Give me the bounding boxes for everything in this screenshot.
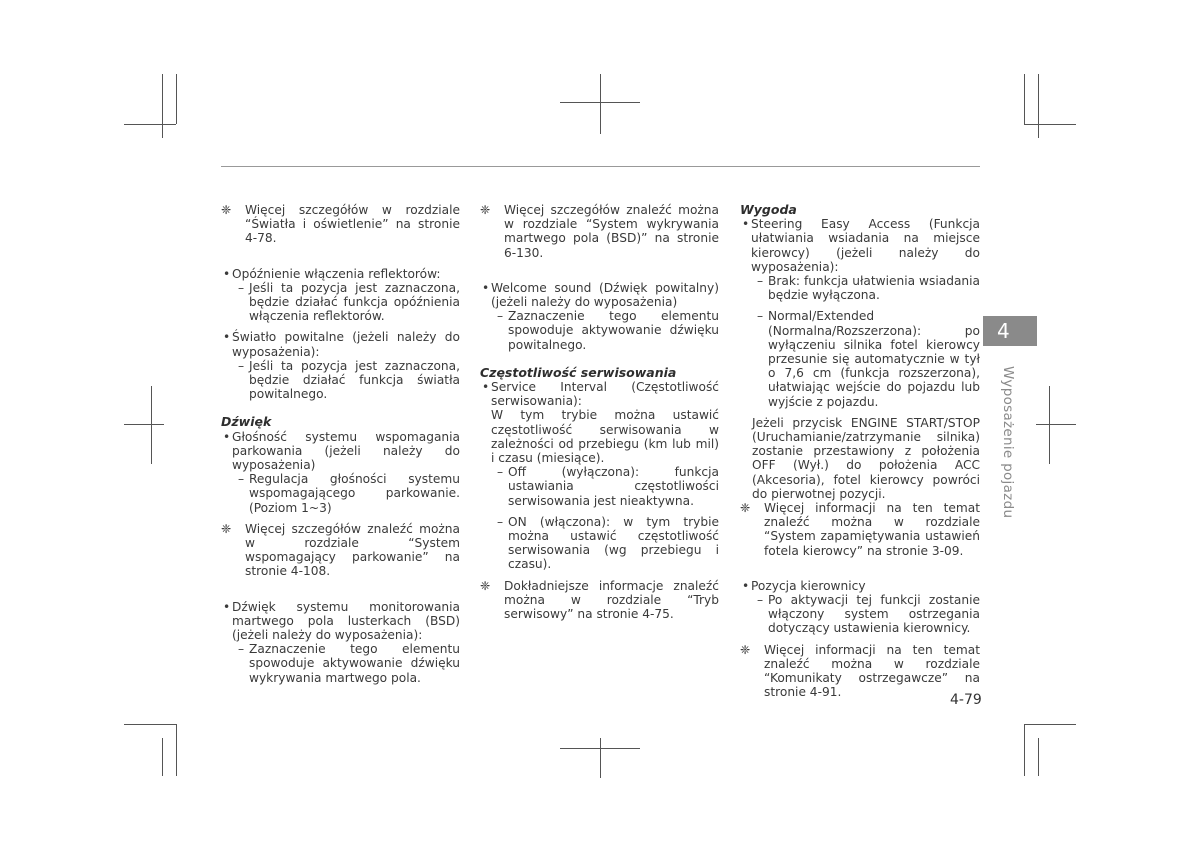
crop-mark-line: [124, 424, 164, 425]
page-number: 4-79: [950, 692, 982, 708]
note-text: Więcej szczegółów znaleźć można w rozdziale “System wykrywania martwego pola (BSD)” na stronie 6-130.: [504, 203, 719, 260]
dash-text: Zaznaczenie tego elementu spowoduje aktywowanie dźwięku wykrywania martwego pola.: [249, 642, 460, 685]
chapter-title: Wyposażenie pojazdu: [1000, 366, 1016, 519]
dash-text: Zaznaczenie tego elementu spowoduje aktywowanie dźwięku powitalnego.: [508, 309, 719, 352]
dash-text: Brak: funkcja ułatwienia wsiadania będzie wyłączona.: [768, 274, 980, 303]
dash-icon: –: [238, 358, 245, 373]
crop-mark-line: [151, 386, 152, 464]
crop-mark-line: [1024, 724, 1076, 725]
dash-text: Jeśli ta pozycja jest zaznaczona, będzie działać funkcja światła powitalnego.: [249, 358, 460, 402]
bullet-icon: •: [482, 280, 490, 295]
dash-item: [221, 359, 460, 402]
note-icon: ❈: [480, 578, 491, 593]
column-1: [221, 203, 460, 685]
crop-mark-line: [1049, 386, 1050, 464]
crop-mark-line: [162, 74, 163, 138]
note-icon: ❈: [480, 203, 491, 217]
crop-mark-line: [124, 124, 176, 125]
dash-icon: –: [238, 472, 245, 487]
dash-item: [480, 465, 719, 508]
column-2: [480, 203, 719, 621]
bullet-item: [221, 430, 460, 473]
bullet-text: Opóźnienie włączenia reflektorów:: [232, 266, 441, 281]
note-text: Więcej informacji na ten temat znaleźć można w rozdziale “Komunikaty ostrzegawcze” na stronie 4-91.: [764, 642, 980, 700]
crop-mark-line: [1036, 424, 1076, 425]
note-icon: ❈: [221, 521, 232, 536]
crop-mark-line: [1038, 74, 1039, 138]
bullet-icon: •: [482, 380, 490, 395]
dash-item: [221, 472, 460, 515]
note-item: [480, 579, 719, 622]
dash-item: [480, 515, 719, 572]
dash-item: [221, 281, 460, 324]
section-heading: Dźwięk: [221, 414, 272, 430]
note-item: [740, 643, 980, 700]
dash-icon: –: [497, 465, 504, 480]
section-heading: Wygoda: [740, 202, 797, 217]
bullet-text: Głośność systemu wspomagania parkowania (jeżeli należy do wyposażenia): [232, 429, 460, 473]
dash-text: Jeśli ta pozycja jest zaznaczona, będzie działać funkcja opóźnienia włączenia reflektorów.: [249, 280, 460, 324]
bullet-item: [480, 380, 719, 408]
note-text: Więcej szczegółów znaleźć można w rozdziale “System wspomagający parkowanie” na stronie 4-108.: [245, 521, 460, 579]
section-heading: Częstotliwość serwisowania: [480, 364, 677, 380]
bullet-icon: •: [223, 330, 231, 345]
note-item: [221, 203, 460, 246]
dash-icon: –: [757, 593, 764, 608]
dash-icon: –: [757, 274, 764, 289]
crop-mark-line: [124, 724, 176, 725]
note-icon: ❈: [740, 642, 751, 657]
bullet-text: Światło powitalne (jeżeli należy do wyposażenia):: [232, 330, 460, 359]
paragraph: W tym trybie można ustawić częstotliwość serwisowania w zależności od przebiegu (km lub mil) i czasu (miesiące).: [491, 408, 719, 466]
dash-text: Regulacja głośności systemu wspomagającego parkowanie. (Poziom 1~3): [249, 472, 460, 515]
dash-icon: –: [497, 309, 504, 324]
paragraph: Jeżeli przycisk ENGINE START/STOP (Uruchamianie/zatrzymanie silnika) zostanie przestawiony z położenia OFF (Wył.) do położenia ACC (Akcesoria), fotel kierowcy powróci do pierwotnej pozycji.: [752, 415, 980, 501]
header-rule: [221, 166, 980, 167]
dash-item: [740, 309, 980, 408]
note-text: Więcej informacji na ten temat znaleźć można w rozdziale “System zapamiętywania ustawień fotela kierowcy” na stronie 3-09.: [764, 501, 980, 558]
dash-item: [740, 274, 980, 302]
dash-text: ON (włączona): w tym trybie można ustawić częstotliwość serwisowania (wg przebiegu i czasu).: [508, 514, 719, 572]
dash-item: [480, 309, 719, 352]
crop-mark-line: [600, 738, 601, 778]
column-3: [740, 203, 980, 700]
crop-mark-line: [600, 74, 601, 134]
bullet-item: [221, 330, 460, 358]
bullet-item: [221, 267, 460, 281]
dash-text: Off (wyłączona): funkcja ustawiania częstotliwości serwisowania jest nieaktywna.: [508, 465, 719, 508]
bullet-text: Service Interval (Częstotliwość serwisowania):: [491, 380, 719, 409]
bullet-icon: •: [223, 266, 231, 281]
dash-icon: –: [757, 309, 764, 324]
dash-text: Normal/Extended (Normalna/Rozszerzona): po wyłączeniu silnika fotel kierowcy przesunie się automatycznie w tył o 7,6 cm (funkcja rozszerzona), ułatwiając wejście do pojazdu lub wyjście z pojazdu.: [768, 309, 980, 409]
crop-mark-line: [1024, 74, 1025, 124]
dash-icon: –: [238, 642, 245, 657]
note-item: [740, 501, 980, 558]
note-icon: ❈: [221, 203, 232, 217]
crop-mark-line: [1024, 724, 1025, 776]
crop-mark-line: [176, 74, 177, 124]
chapter-tab: 4: [983, 316, 1037, 346]
bullet-text: Steering Easy Access (Funkcja ułatwiania wsiadania na miejsce kierowcy) (jeżeli należy do wyposażenia):: [751, 217, 980, 274]
bullet-icon: •: [223, 599, 231, 614]
bullet-icon: •: [223, 429, 231, 444]
bullet-item: [740, 579, 980, 593]
dash-icon: –: [238, 280, 245, 295]
crop-mark-line: [1038, 738, 1039, 776]
note-text: Dokładniejsze informacje znaleźć można w rozdziale “Tryb serwisowy” na stronie 4-75.: [504, 578, 719, 622]
dash-text: Po aktywacji tej funkcji zostanie włączony system ostrzegania dotyczący ustawienia kierownicy.: [768, 593, 980, 636]
bullet-text: Dźwięk systemu monitorowania martwego pola lusterkach (BSD) (jeżeli należy do wyposażenia):: [232, 599, 460, 643]
bullet-text: Pozycja kierownicy: [751, 578, 866, 593]
bullet-text: Welcome sound (Dźwięk powitalny) (jeżeli należy do wyposażenia): [491, 280, 719, 310]
bullet-item: [221, 600, 460, 643]
note-text: Więcej szczegółów w rozdziale “Światła i oświetlenie” na stronie 4-78.: [245, 203, 460, 246]
dash-icon: –: [497, 514, 504, 529]
note-item: [221, 522, 460, 579]
dash-item: [740, 593, 980, 636]
dash-item: [221, 642, 460, 685]
bullet-item: [740, 217, 980, 274]
crop-mark-line: [1024, 124, 1076, 125]
bullet-item: [480, 281, 719, 309]
note-item: [480, 203, 719, 260]
crop-mark-line: [162, 738, 163, 776]
note-icon: ❈: [740, 501, 751, 516]
bullet-icon: •: [742, 217, 750, 232]
crop-mark-line: [176, 724, 177, 776]
bullet-icon: •: [742, 578, 750, 593]
